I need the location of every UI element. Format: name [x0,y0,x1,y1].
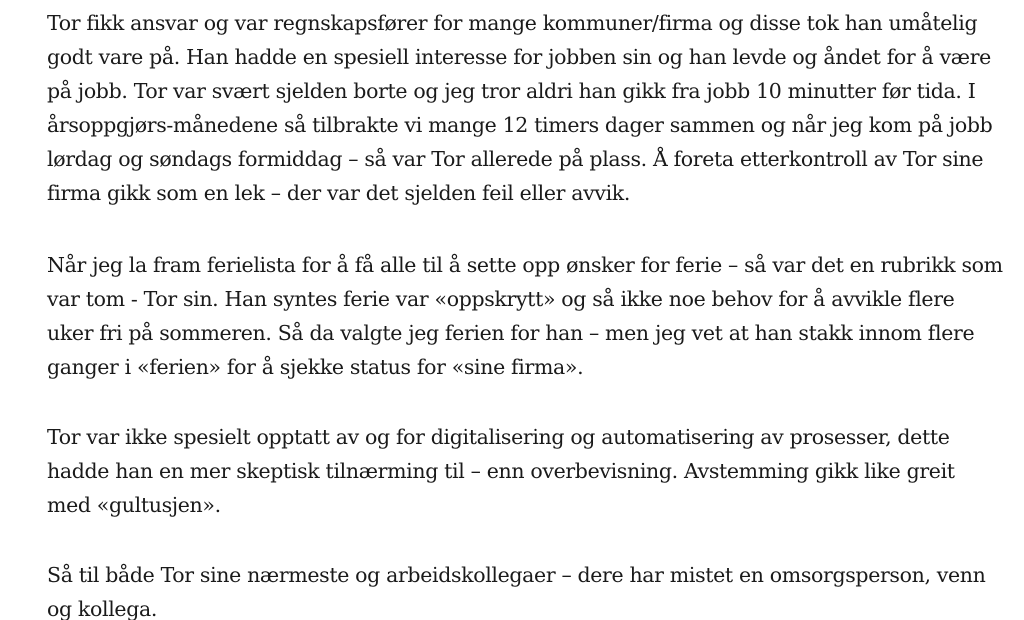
paragraph-2: Når jeg la fram ferielista for å få alle til å sette opp ønsker for ferie – så var det en rubrikk som var tom - Tor sin. Han syntes ferie var «oppskrytt» og så ikke noe behov for å avvikle flere uker fri på sommeren. Så da valgte jeg ferien for han – men jeg vet at han stakk innom flere ganger i «ferien» for å sjekke status for «sine firma». [47,253,1003,379]
paragraph-3: Tor var ikke spesielt opptatt av og for digitalisering og automatisering av prosesser, dette hadde han en mer skeptisk tilnærming til – enn overbevisning. Avstemming gikk like greit med «gultusjen». [47,425,955,517]
paragraph-1: Tor fikk ansvar og var regnskapsfører for mange kommuner/firma og disse tok han umåtelig godt vare på. Han hadde en spesiell interesse for jobben sin og han levde og åndet for å være på jobb. Tor var svært sjelden borte og jeg tror aldri han gikk fra jobb 10 minutter før tida. I årsoppgjørs-månedene så tilbrakte vi mange 12 timers dager sammen og når jeg kom på jobb lørdag og søndags formiddag – så var Tor allerede på plass. Å foreta etterkontroll av Tor sine firma gikk som en lek – der var det sjelden feil eller avvik. [47,11,993,205]
paragraph-4: Så til både Tor sine nærmeste og arbeidskollegaer – dere har mistet en omsorgsperson, venn og kollega. [47,563,986,620]
